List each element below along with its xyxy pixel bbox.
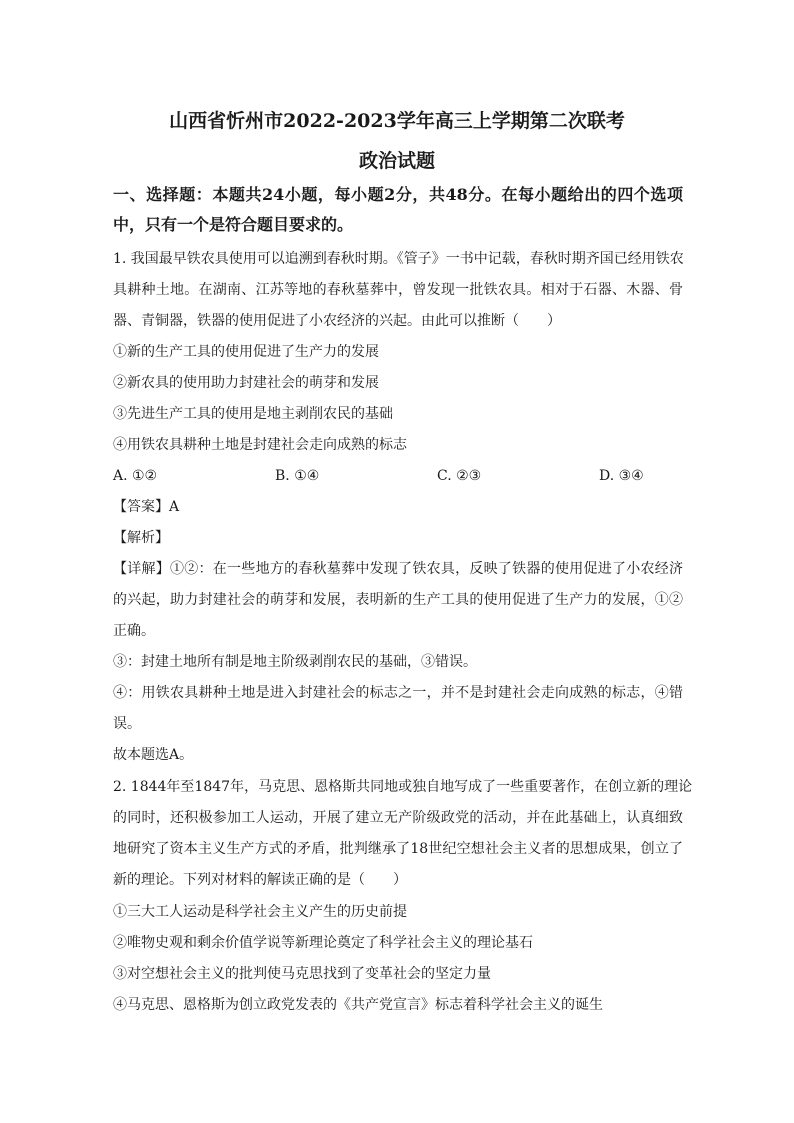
q1-answer: 【答案】A bbox=[113, 499, 180, 515]
q2-stem-line: 的同时，还积极参加工人运动，开展了建立无产阶级政党的活动，并在此基础上，认真细致 bbox=[113, 810, 683, 826]
q1-option-b: B. ①④ bbox=[275, 468, 320, 484]
q1-statement: ③先进生产工具的使用是地主剥削农民的基础 bbox=[113, 406, 393, 422]
q1-stem-line: 器、青铜器，铁器的使用促进了小农经济的兴起。由此可以推断（ ） bbox=[113, 313, 561, 329]
q2-statement: ③对空想社会主义的批判使马克思找到了变革社会的坚定力量 bbox=[113, 966, 491, 982]
q1-option-c: C. ②③ bbox=[437, 468, 482, 484]
q1-detail-line: 正确。 bbox=[113, 623, 155, 639]
q2-stem-line: 地研究了资本主义生产方式的矛盾，批判继承了18世纪空想社会主义者的思想成果，创立了 bbox=[113, 841, 683, 857]
document-title: 山西省忻州市2022-2023学年高三上学期第二次联考 bbox=[169, 110, 625, 132]
q1-analysis-label: 【解析】 bbox=[113, 530, 169, 546]
q1-detail-line: 的兴起，助力封建社会的萌芽和发展，表明新的生产工具的使用促进了生产力的发展，①② bbox=[113, 592, 683, 608]
q1-stem-line: 具耕种土地。在湖南、江苏等地的春秋墓葬中，曾发现一批铁农具。相对于石器、木器、骨 bbox=[113, 282, 683, 298]
document-subtitle: 政治试题 bbox=[358, 150, 435, 172]
q2-stem-line: 2. 1844年至1847年，马克思、恩格斯共同地或独自地写成了一些重要著作，在创立新的理论 bbox=[113, 779, 693, 795]
q1-detail-line: 误。 bbox=[113, 716, 141, 732]
section-heading-line-2: 中，只有一个是符合题目要求的。 bbox=[113, 215, 354, 234]
q2-statement: ①三大工人运动是科学社会主义产生的历史前提 bbox=[113, 904, 407, 920]
section-heading-line-1: 一、选择题：本题共24小题，每小题2分，共48分。在每小题给出的四个选项 bbox=[113, 185, 683, 204]
q1-detail-line: ④：用铁农具耕种土地是进入封建社会的标志之一，并不是封建社会走向成熟的标志，④错 bbox=[113, 685, 683, 701]
q1-statement: ①新的生产工具的使用促进了生产力的发展 bbox=[113, 344, 379, 360]
q1-detail-line: 【详解】①②：在一些地方的春秋墓葬中发现了铁农具，反映了铁器的使用促进了小农经济 bbox=[113, 561, 683, 577]
q1-statement: ②新农具的使用助力封建社会的萌芽和发展 bbox=[113, 375, 379, 391]
q2-statement: ②唯物史观和剩余价值学说等新理论奠定了科学社会主义的理论基石 bbox=[113, 935, 533, 951]
q1-detail-line: 故本题选A。 bbox=[113, 747, 194, 763]
q1-statement: ④用铁农具耕种土地是封建社会走向成熟的标志 bbox=[113, 437, 407, 453]
q1-stem-line: 1. 我国最早铁农具使用可以追溯到春秋时期。《管子》一书中记载，春秋时期齐国已经用铁农 bbox=[113, 251, 684, 267]
q2-statement: ④马克思、恩格斯为创立政党发表的《共产党宣言》标志着科学社会主义的诞生 bbox=[113, 997, 603, 1013]
q1-detail-line: ③：封建土地所有制是地主阶级剥削农民的基础，③错误。 bbox=[113, 654, 477, 670]
q2-stem-line: 新的理论。下列对材料的解读正确的是（ ） bbox=[113, 872, 407, 888]
q1-option-a: A. ①② bbox=[113, 468, 158, 484]
q1-option-d: D. ③④ bbox=[599, 468, 644, 484]
